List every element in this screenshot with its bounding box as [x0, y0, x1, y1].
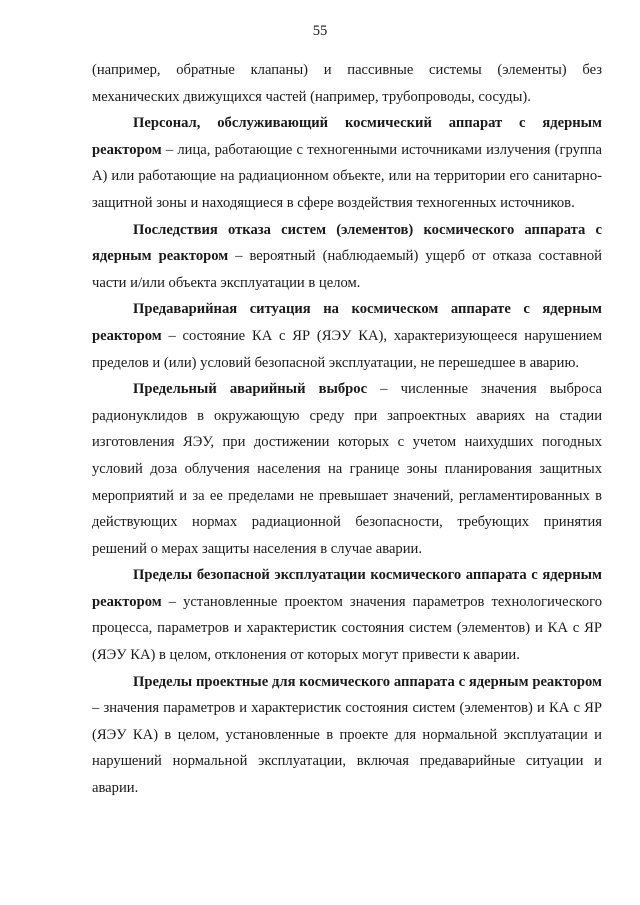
term: Пределы безопасной эксплуатации космического аппарата с ядерным реактором [92, 567, 602, 610]
definition: – лица, работающие с техногенными источниками излучения (группа А) или работающие на радиационном объекте, или на территории его санитарно-защитной зоны и находящиеся в сфере воздействия техногенных источников. [92, 141, 602, 211]
definition: – установленные проектом значения параметров технологического процесса, параметров и характеристик состояния систем (элементов) и КА с ЯР (ЯЭУ КА) в целом, отклонения от которых могут привести к аварии. [92, 593, 602, 664]
definition: – вероятный (наблюдаемый) ущерб от отказа составной части и/или объекта эксплуатации в целом. [92, 248, 602, 291]
continuation-paragraph [92, 57, 602, 110]
definition-paragraph [92, 110, 602, 216]
definition-paragraph [92, 296, 602, 376]
definition-paragraph [92, 669, 602, 802]
page-number: 55 [312, 23, 328, 39]
definition-paragraph [92, 562, 602, 668]
definition-paragraph [92, 376, 602, 562]
term: Пределы проектные для космического аппарата с ядерным реактором [133, 673, 602, 690]
definition: – состояние КА с ЯР (ЯЭУ КА), характеризующееся нарушением пределов и (или) условий безопасной эксплуатации, не перешедшее в аварию. [92, 327, 602, 371]
term: Последствия отказа систем (элементов) космического аппарата с ядерным реактором [92, 221, 602, 265]
term: Предаварийная ситуация на космическом аппарате с ядерным реактором [92, 301, 602, 344]
definition: – численные значения выброса радионуклидов в окружающую среду при запроектных авариях на стадии изготовления ЯЭУ, при достижении которых с учетом наихудших погодных условий доза облучения населения на границе зоны планирования защитных мероприятий и за ее пределами не превышает значений, регламентированных в действующих нормах радиационной безопасности, требующих принятия решений о мерах защиты населения в случае аварии. [92, 381, 603, 557]
definition: – значения параметров и характеристик состояния систем (элементов) и КА с ЯР (ЯЭУ КА) в целом, установленные в проекте для нормальной эксплуатации и нарушений нормальной эксплуатации, включая предаварийные ситуации и аварии. [92, 700, 602, 797]
definition: (например, обратные клапаны) и пассивные системы (элементы) без механических движущихся частей (например, трубопроводы, сосуды). [92, 62, 602, 105]
definition-paragraph [92, 217, 602, 297]
term: Персонал, обслуживающий космический аппарат с ядерным реактором [92, 115, 602, 158]
body-text [92, 57, 602, 802]
term: Предельный аварийный выброс [133, 381, 368, 398]
